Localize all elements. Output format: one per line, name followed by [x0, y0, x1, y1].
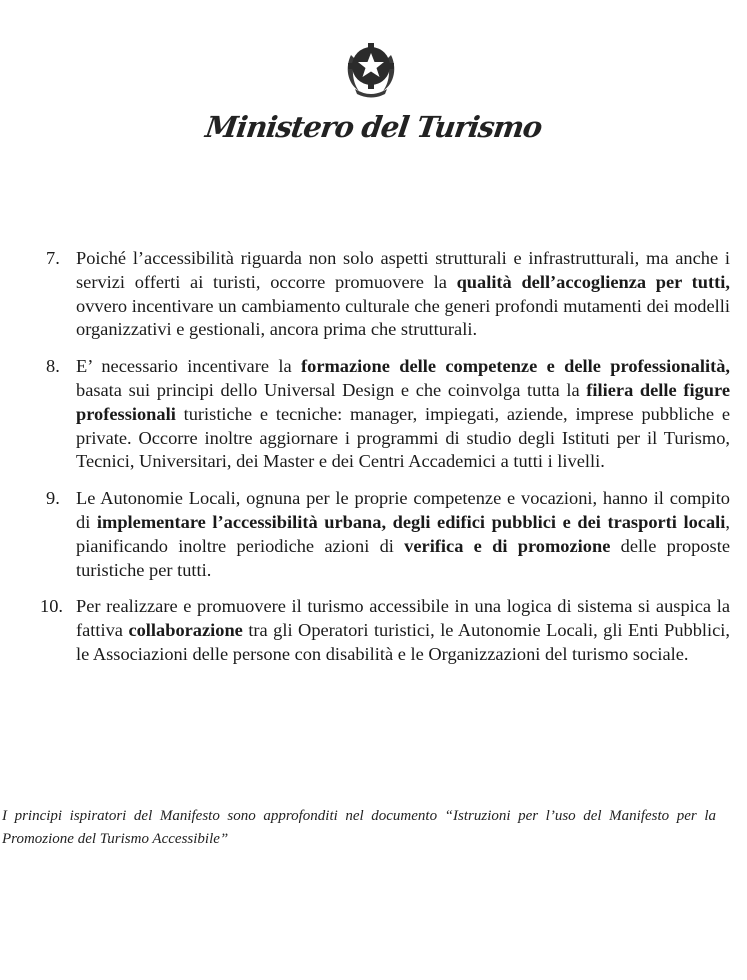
text-segment-bold: verifica e di promozione: [404, 535, 611, 556]
text-segment: Le Autonomie Locali, ognuna per le proprie competenze e vocazioni, hanno il compito di: [76, 488, 730, 532]
point-text: [76, 596, 730, 664]
text-segment: turistiche e tecniche: manager, impiegati, aziende, imprese pubbliche e private. Occorre inoltre aggiornare i programmi di studio degli Istituti per il Turismo, Tecnici, Universitari, dei Master e dei Centri Accademici a tutti i livelli.: [76, 403, 730, 472]
text-segment: delle proposte turistiche per tutti.: [76, 535, 730, 580]
point-number: 10.: [40, 596, 63, 617]
manifesto-points-list: [40, 247, 731, 680]
manifesto-point-9: [46, 487, 730, 582]
manifesto-point-10: [40, 595, 731, 666]
text-segment: Per realizzare e promuovere il turismo accessibile in una logica di sistema si auspica la fattiva: [76, 596, 730, 641]
point-text: [76, 248, 730, 339]
text-segment-bold: qualità dell’accoglienza per tutti,: [456, 271, 730, 292]
point-number: 8.: [46, 356, 60, 377]
manifesto-point-8: [46, 355, 730, 474]
point-text: [76, 356, 730, 471]
text-segment-bold: collaborazione: [128, 620, 243, 641]
text-segment: E’ necessario incentivare la: [76, 356, 301, 377]
text-segment-bold: implementare l’accessibilità urbana, degli edifici pubblici e dei trasporti locali: [96, 511, 726, 532]
point-number: 9.: [46, 488, 60, 509]
text-segment-bold: filiera delle figure professionali: [76, 379, 730, 424]
text-segment-bold: formazione delle competenze e delle professionalità,: [301, 356, 730, 377]
point-number: 7.: [46, 248, 60, 268]
text-segment: basata sui principi dello Universal Design e che coinvolga tutta la: [76, 379, 587, 400]
italian-republic-emblem-icon: [341, 33, 401, 99]
ministry-title: Ministero del Turismo: [203, 110, 544, 144]
point-text: [76, 488, 730, 579]
text-segment: tra gli Operatori turistici, le Autonomie Locali, gli Enti Pubblici, le Associazioni delle persone con disabilità e le Organizzazioni del turismo sociale.: [76, 620, 731, 664]
text-segment: , pianificando inoltre periodiche azioni di: [76, 511, 730, 556]
footnote: I principi ispiratori del Manifesto sono approfonditi nel documento “Istruzioni per l’uso del Manifesto per la Promozione del Turismo Accessibile”: [2, 808, 716, 847]
manifesto-point-7: [46, 247, 730, 342]
text-segment: Poiché l’accessibilità riguarda non solo aspetti strutturali e infrastrutturali, ma anche i servizi offerti ai turisti, occorre promuovere la: [76, 248, 730, 292]
text-segment: ovvero incentivare un cambiamento culturale che generi profondi mutamenti dei modelli organizzativi e gestionali, ancora prima che strutturali.: [76, 295, 730, 340]
